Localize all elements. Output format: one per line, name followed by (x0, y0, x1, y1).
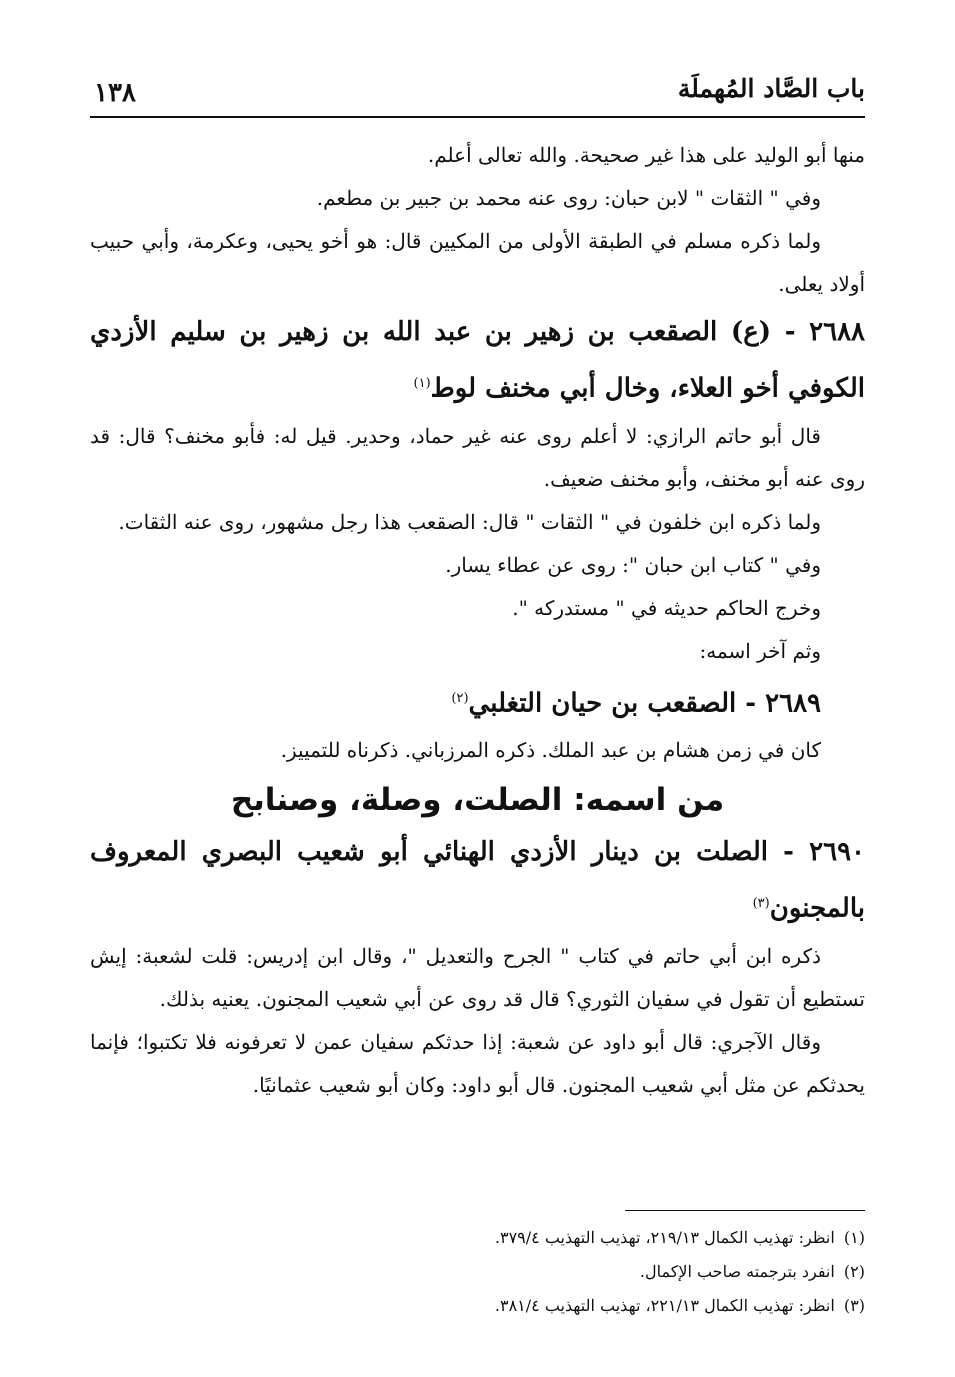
page-header (90, 60, 865, 118)
footnote-number: (٢) (843, 1262, 865, 1281)
paragraph: قال أبو حاتم الرازي: لا أعلم روى عنه غير حماد، وحدير. قيل له: فأبو مخنف؟ قال: قد روى عنه أبو مخنف، وأبو مخنف ضعيف. (90, 423, 865, 491)
footnote-number: (١) (843, 1228, 865, 1247)
entry-heading-text: ٢٦٨٩ - الصقعب بن حيان التغلبي (468, 688, 821, 719)
section-heading: من اسمه: الصلت، وصلة، وصنابح (230, 782, 725, 819)
footnote-text: انظر: تهذيب الكمال ٢٢١/١٣، تهذيب التهذيب ٣٨١/٤. (494, 1296, 835, 1315)
entry-heading-2689 (90, 673, 865, 730)
entry-heading-text: ٢٦٨٨ - (ع) الصقعب بن زهير بن عبد الله بن زهير بن سليم الأزدي الكوفي أخو العلاء، وخال أبي مخنف لوط (90, 317, 865, 404)
footnote (90, 1255, 865, 1289)
footnote-ref: (٣) (752, 896, 770, 912)
footnote-number: (٣) (843, 1296, 865, 1315)
paragraph: وخرج الحاكم حديثه في " مستدركه ". (512, 595, 821, 620)
paragraph: وفي " الثقات " لابن حبان: روى عنه محمد بن جبير بن مطعم. (316, 186, 821, 210)
page-number: ١٣٨ (94, 78, 136, 108)
book-page (90, 60, 865, 1350)
entry-heading-2690 (90, 826, 865, 935)
footnote-text: انفرد بترجمته صاحب الإكمال. (639, 1262, 835, 1281)
paragraph: منها أبو الوليد على هذا غير صحيحة. والله تعالى أعلم. (427, 143, 865, 167)
paragraph: ذكره ابن أبي حاتم في كتاب " الجرح والتعديل "، وقال ابن إدريس: قلت لشعبة: إيش تستطيع أن تقول في سفيان الثوري؟ قال قد روى عن أبي شعيب المجنون. يعنيه بذلك. (90, 943, 865, 1011)
footnotes (90, 1210, 865, 1323)
entry-heading-2688 (90, 306, 865, 415)
entry-heading-text: ٢٦٩٠ - الصلت بن دينار الأزدي الهنائي أبو شعيب البصري المعروف بالمجنون (90, 837, 865, 924)
footnote-ref: (٢) (451, 690, 469, 706)
footnote (90, 1289, 865, 1323)
paragraph: ولما ذكره مسلم في الطبقة الأولى من المكيين قال: هو أخو يحيى، وعكرمة، وأبي حبيب أولاد يعلى. (90, 229, 865, 296)
footnote (90, 1221, 865, 1255)
paragraph: كان في زمن هشام بن عبد الملك. ذكره المرزباني. ذكرناه للتمييز. (280, 738, 821, 763)
footnote-divider (625, 1210, 865, 1211)
running-title: باب الصَّاد المُهملَة (677, 74, 865, 103)
paragraph: وثم آخر اسمه: (699, 638, 821, 663)
paragraph: ولما ذكره ابن خلفون في " الثقات " قال: الصقعب هذا رجل مشهور، روى عنه الثقات. (118, 509, 821, 534)
main-text (90, 134, 865, 1107)
paragraph: وفي " كتاب ابن حبان ": روى عن عطاء يسار. (445, 552, 821, 577)
footnote-text: انظر: تهذيب الكمال ٢١٩/١٣، تهذيب التهذيب ٣٧٩/٤. (494, 1228, 835, 1247)
paragraph: وقال الآجري: قال أبو داود عن شعبة: إذا حدثكم سفيان عمن لا تعرفونه فلا تكتبوا؛ فإنما يحدثكم عن مثل أبي شعيب المجنون. قال أبو داود: وكان أبو شعيب عثمانيًا. (90, 1029, 865, 1097)
footnote-ref: (١) (413, 376, 431, 391)
